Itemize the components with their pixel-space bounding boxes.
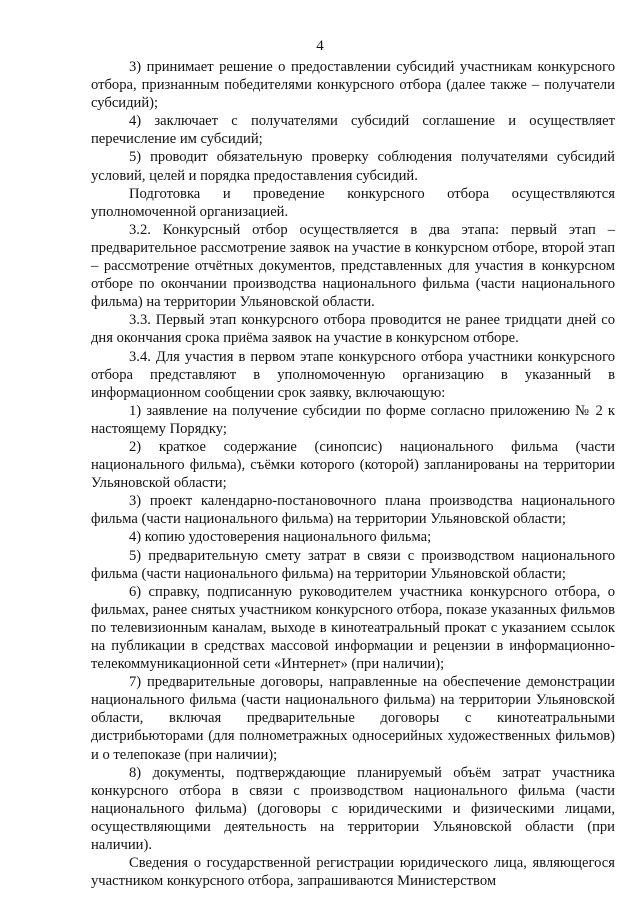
list-item-6: 6) справку, подписанную руководителем участника конкурсного отбора, о фильмах, ранее снятых участником конкурсного отбора, показе указанных фильмов по телевизионным каналам, выходе в кинотеатральный прокат с указанием ссылок на публикации в средствах массовой информации и рецензии в информационно-телекоммуникационной сети «Интернет» (при наличии); (91, 583, 615, 673)
list-item-4: 4) копию удостоверения национального фильма; (129, 529, 432, 546)
paragraph-3-2: 3.2. Конкурсный отбор осуществляется в два этапа: первый этап – предварительное рассмотрение заявок на участие в конкурсном отборе, второй этап – рассмотрение отчётных документов, представленных для участия в конкурсном отборе по окончании производства национального фильма (части национального фильма) на территории Ульяновской области. (91, 221, 615, 311)
page-number: 4 (316, 38, 324, 54)
paragraph-3-4: 3.4. Для участия в первом этапе конкурсного отбора участники конкурсного отбора представляют в уполномоченную организацию в указанный в информационном сообщении срок заявку, включающую: (91, 348, 615, 401)
list-item-1: 1) заявление на получение субсидии по форме согласно приложению № 2 к настоящему Порядку; (91, 402, 615, 437)
list-item-5: 5) предварительную смету затрат в связи с производством национального фильма (части национального фильма) на территории Ульяновской области; (91, 547, 615, 582)
document-body (91, 58, 615, 890)
list-item-7: 7) предварительные договоры, направленные на обеспечение демонстрации национального фильма (части национального фильма) на территории Ульяновской области, включая предварительные договоры с кинотеатральными дистрибьюторами (для полнометражных односерийных художественных фильмов) и о телепоказе (при наличии); (91, 674, 615, 763)
paragraph-item-5: 5) проводит обязательную проверку соблюдения получателями субсидий условий, целей и порядка предоставления субсидий. (91, 149, 615, 184)
paragraph-item-3: 3) принимает решение о предоставлении субсидий участникам конкурсного отбора, признанным победителями конкурсного отбора (далее также – получатели субсидий); (91, 59, 615, 112)
paragraph-organizer: Подготовка и проведение конкурсного отбора осуществляются уполномоченной организацией. (91, 185, 615, 220)
list-item-8: 8) документы, подтверждающие планируемый объём затрат участника конкурсного отбора в связи с производством национального фильма (части национального фильма) (договоры с юридическими и физическими лицами, осуществляющими деятельность на территории Ульяновской области (при наличии). (91, 764, 615, 854)
list-item-2: 2) краткое содержание (синопсис) национального фильма (части национального фильма), съёмки которого (которой) запланированы на территории Ульяновской области; (91, 438, 615, 492)
paragraph-registration-info: Сведения о государственной регистрации юридического лица, являющегося участником конкурсного отбора, запрашиваются Министерством (91, 855, 615, 890)
paragraph-item-4: 4) заключает с получателями субсидий соглашение и осуществляет перечисление им субсидий; (91, 113, 615, 148)
paragraph-3-3: 3.3. Первый этап конкурсного отбора проводится не ранее тридцати дней со дня окончания срока приёма заявок на участие в конкурсном отборе. (91, 312, 615, 347)
list-item-3: 3) проект календарно-постановочного плана производства национального фильма (части национального фильма) на территории Ульяновской области; (91, 493, 615, 528)
